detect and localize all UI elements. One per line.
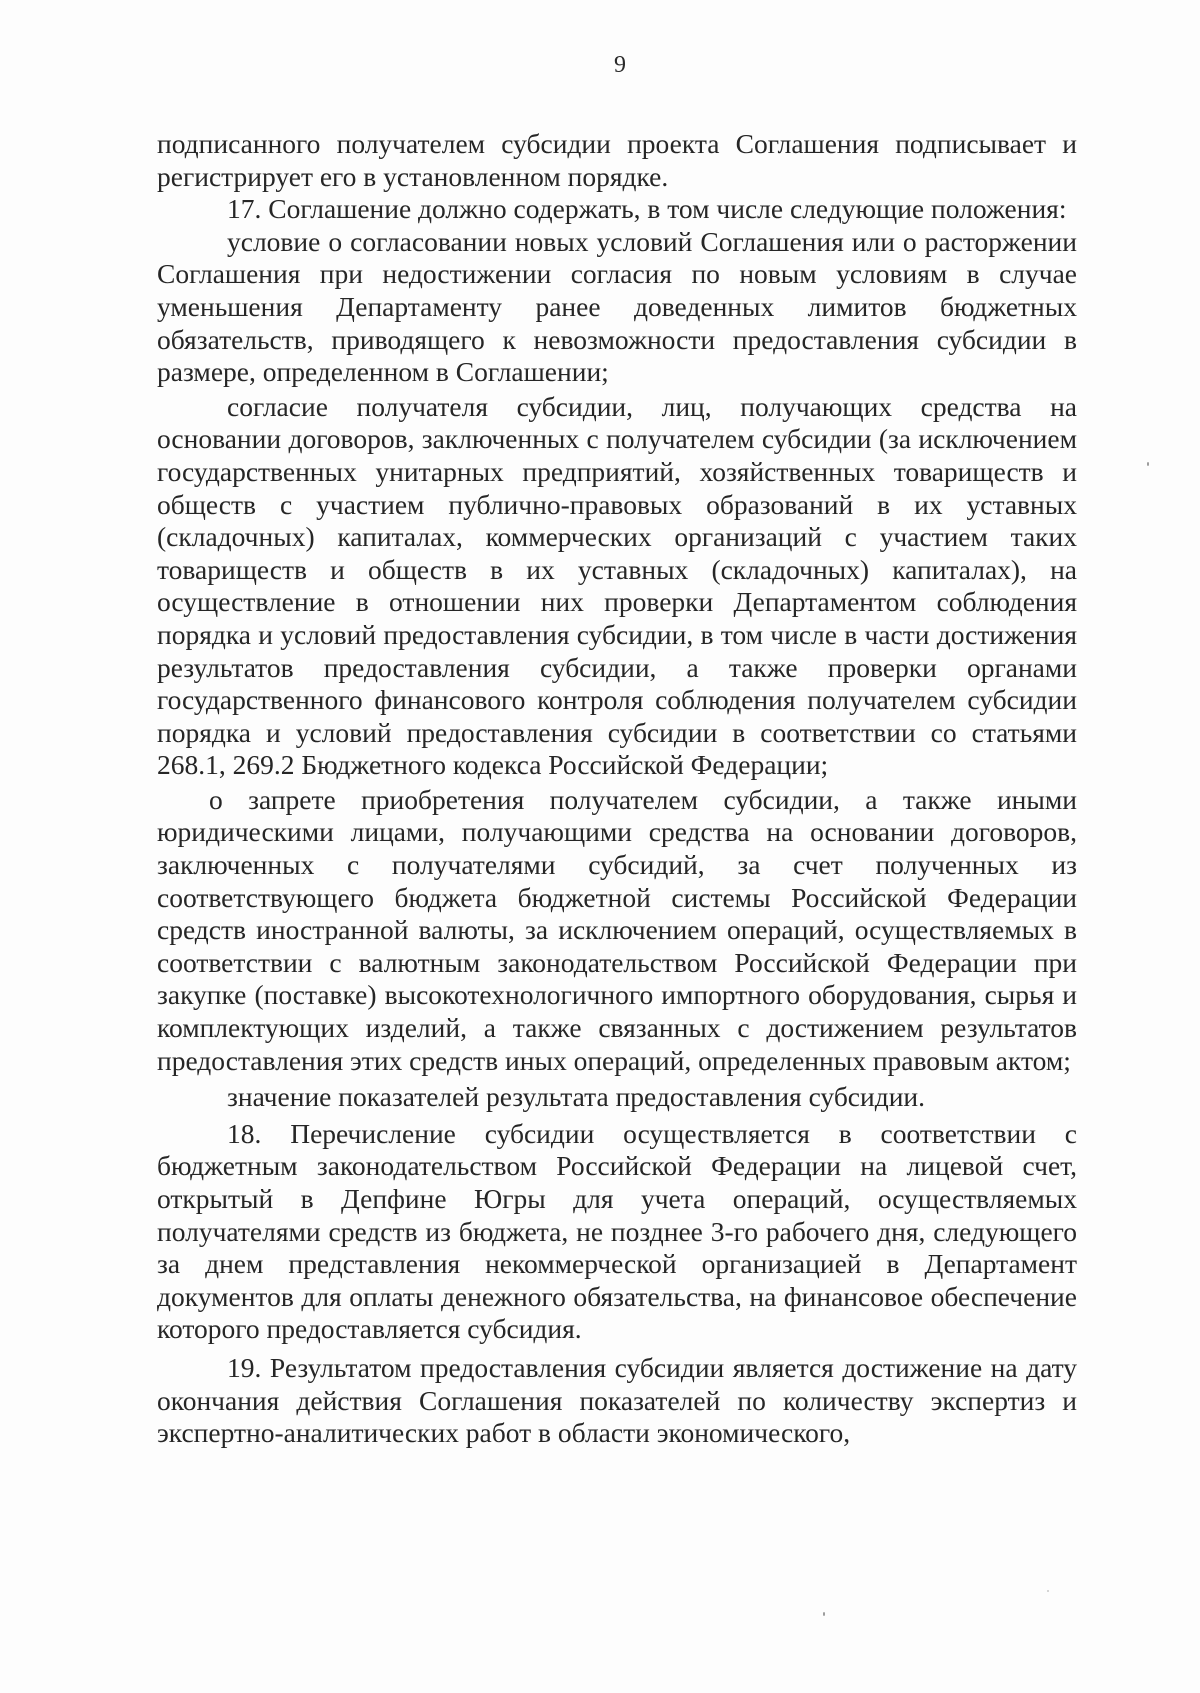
scan-speck xyxy=(1047,1590,1049,1592)
scan-speck xyxy=(823,1612,825,1616)
paragraph-continuation: подписанного получателем субсидии проекта Соглашения подписывает и регистрирует его в установленном порядке. xyxy=(157,128,1077,192)
paragraph-clause-18: 18. Перечисление субсидии осуществляется в соответствии с бюджетным законодательством Российской Федерации на лицевой счет, открытый в Депфине Югры для учета операций, осуществляемых получателями средств из бюджета, не позднее 3-го рабочего дня, следующего за днем представления некоммерческой организацией в Департамент документов для оплаты денежного обязательства, на финансовое обеспечение которого предоставляется субсидия. xyxy=(157,1117,1077,1345)
paragraph-clause-17: 17. Соглашение должно содержать, в том числе следующие положения: xyxy=(227,193,1067,225)
scan-speck xyxy=(1147,462,1149,466)
page-number: 9 xyxy=(614,52,626,78)
paragraph-currency-ban: о запрете приобретения получателем субсидии, а также иными юридическими лицами, получающими средства на основании договоров, заключенных с получателями субсидий, за счет полученных из соответствующего бюджета бюджетной системы Российской Федерации средств иностранной валюты, за исключением операций, осуществляемых в соответствии с валютным законодательством Российской Федерации при закупке (поставке) высокотехнологичного импортного оборудования, сырья и комплектующих изделий, а также связанных с достижением результатов предоставления этих средств иных операций, определенных правовым актом; xyxy=(157,783,1077,1076)
paragraph-consent-recipient: согласие получателя субсидии, лиц, получающих средства на основании договоров, заключенных с получателем субсидии (за исключением государственных унитарных предприятий, хозяйственных товариществ и обществ с участием публично-правовых образований в их уставных (складочных) капиталах, коммерческих организаций с участием таких товариществ и обществ в их уставных (складочных) капиталах), на осуществление в отношении них проверки Департаментом соблюдения порядка и условий предоставления субсидии, в том числе в части достижения результатов предоставления субсидии, а также проверки органами государственного финансового контроля соблюдения получателем субсидии порядка и условий предоставления субсидии в соответствии со статьями 268.1, 269.2 Бюджетного кодекса Российской Федерации; xyxy=(157,390,1077,781)
paragraph-indicators: значение показателей результата предоставления субсидии. xyxy=(227,1081,926,1113)
paragraph-condition-agreement: условие о согласовании новых условий Соглашения или о расторжении Соглашения при недостижении согласия по новым условиям в случае уменьшения Департаменту ранее доведенных лимитов бюджетных обязательств, приводящего к невозможности предоставления субсидии в размере, определенном в Соглашении; xyxy=(157,225,1077,388)
paragraph-clause-19: 19. Результатом предоставления субсидии является достижение на дату окончания действия Соглашения показателей по количеству экспертиз и экспертно-аналитических работ в области экономического, xyxy=(157,1351,1077,1449)
document-body xyxy=(157,128,1077,1450)
